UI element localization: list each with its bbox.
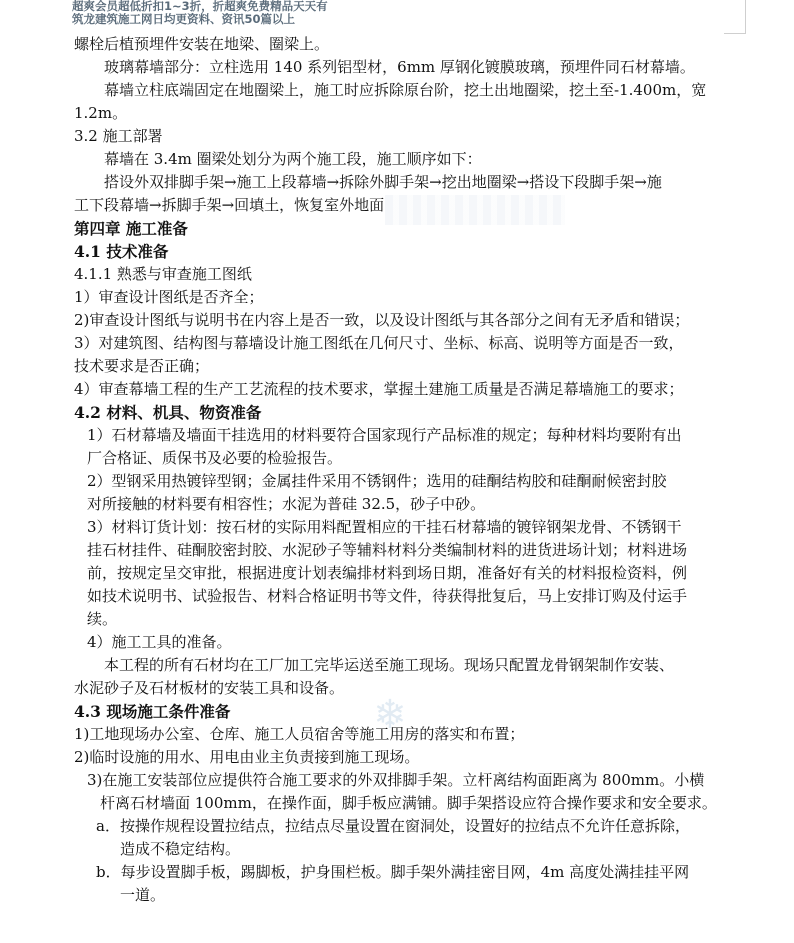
list-item: 2)临时设施的用水、用电由业主负责接到施工现场。 — [74, 748, 420, 766]
list-item: 2）型钢采用热镀锌型钢；金属挂件采用不锈钢件；选用的硅酮结构胶和硅酮耐候密封胶 — [87, 472, 667, 490]
paragraph-line: 搭设外双排脚手架→施工上段幕墙→拆除外脚手架→挖出地圈梁→搭设下段脚手架→施 — [104, 173, 662, 191]
section-heading: 4.2 材料、机具、物资准备 — [74, 403, 262, 422]
list-item: 3）对建筑图、结构图与幕墙设计施工图纸在几何尺寸、坐标、标高、说明等方面是否一致， — [74, 334, 684, 352]
promo-banner-line-2[interactable]: 筑龙建筑施工网日均更资料、资讯50篇以上 — [72, 12, 296, 26]
list-item-continuation: 对所接触的材料要有相容性；水泥为普硅 32.5，砂子中砂。 — [87, 495, 486, 513]
subsection-heading: 4.1.1 熟悉与审查施工图纸 — [74, 265, 252, 283]
sub-list-item: b．每步设置脚手板，踢脚板，护身围栏板。脚手架外满挂密目网，4m 高度处满挂挂平网 — [96, 863, 690, 881]
list-item-continuation: 续。 — [87, 610, 118, 628]
paragraph-line: 幕墙立柱底端固定在地圈梁上，施工时应拆除原台阶，挖土出地圈梁，挖土至-1.400m，宽 — [104, 81, 707, 99]
promo-banner[interactable] — [72, 0, 372, 26]
paragraph-line: 工下段幕墙→拆脚手架→回填土，恢复室外地面 — [74, 196, 385, 214]
snowflake-watermark-icon: ❄ — [373, 692, 407, 738]
sub-list-item: a．按操作规程设置拉结点，拉结点尽量设置在窗洞处，设置好的拉结点不允许任意拆除， — [96, 817, 690, 835]
list-item: 3）材料订货计划：按石材的实际用料配置相应的干挂石材幕墙的镀锌钢架龙骨、不锈钢干 — [87, 518, 682, 536]
paragraph-line: 螺栓后植预埋件安装在地梁、圈梁上。 — [74, 35, 330, 53]
list-item: 1）石材幕墙及墙面干挂选用的材料要符合国家现行产品标准的规定；每种材料均要附有出 — [87, 426, 682, 444]
section-heading: 4.3 现场施工条件准备 — [74, 702, 231, 721]
paragraph-line: 幕墙在 3.4m 圈梁处划分为两个施工段，施工顺序如下： — [104, 150, 482, 168]
list-item: 2)审查设计图纸与说明书在内容上是否一致，以及设计图纸与其各部分之间有无矛盾和错误； — [74, 311, 690, 329]
promo-banner-line-1[interactable]: 超爽会员超低折扣1~3折，折超爽免费精品天天有 — [72, 0, 328, 13]
page-corner-mark — [724, 33, 746, 34]
paragraph-line: 本工程的所有石材均在工厂加工完毕运送至施工现场。现场只配置龙骨钢架制作安装、 — [104, 656, 675, 674]
list-item-continuation: 杆离石材墙面 100mm，在操作面，脚手板应满铺。脚手架搭设应符合操作要求和安全要求。 — [100, 794, 717, 812]
sub-list-item-continuation: 造成不稳定结构。 — [120, 840, 241, 858]
list-item: 1)工地现场办公室、仓库、施工人员宿舍等施工用房的落实和布置； — [74, 725, 525, 743]
section-heading: 4.1 技术准备 — [74, 242, 169, 261]
list-item-continuation: 厂合格证、质保书及必要的检验报告。 — [87, 449, 343, 467]
list-item-continuation: 前，按规定呈交审批，根据进度计划表编排材料到场日期，准备好有关的材料报检资料，例 — [87, 564, 688, 582]
list-item: 1）审查设计图纸是否齐全； — [74, 288, 264, 306]
paragraph-line: 水泥砂子及石材板材的安装工具和设备。 — [74, 679, 345, 697]
chapter-heading: 第四章 施工准备 — [74, 219, 188, 238]
list-item: 4）施工工具的准备。 — [87, 633, 232, 651]
paragraph-line: 1.2m。 — [74, 104, 128, 122]
page-corner-mark — [745, 0, 746, 34]
list-item-continuation: 技术要求是否正确； — [74, 357, 210, 375]
list-item-continuation: 挂石材挂件、硅酮胶密封胶、水泥砂子等辅料材料分类编制材料的进货进场计划；材料进场 — [87, 541, 688, 559]
paragraph-line: 玻璃幕墙部分：立柱选用 140 系列铝型材，6mm 厚钢化镀膜玻璃，预埋件同石材幕墙。 — [104, 58, 695, 76]
document-body — [74, 33, 724, 907]
section-heading: 3.2 施工部署 — [74, 127, 163, 145]
list-item: 3)在施工安装部位应提供符合施工要求的外双排脚手架。立杆离结构面距离为 800mm。小横 — [87, 771, 705, 789]
list-item: 4）审查幕墙工程的生产工艺流程的技术要求，掌握土建施工质量是否满足幕墙施工的要求； — [74, 380, 684, 398]
list-item-continuation: 如技术说明书、试验报告、材料合格证明书等文件，待获得批复后，马上安排订购及付运手 — [87, 587, 688, 605]
sub-list-item-continuation: 一道。 — [120, 886, 166, 904]
